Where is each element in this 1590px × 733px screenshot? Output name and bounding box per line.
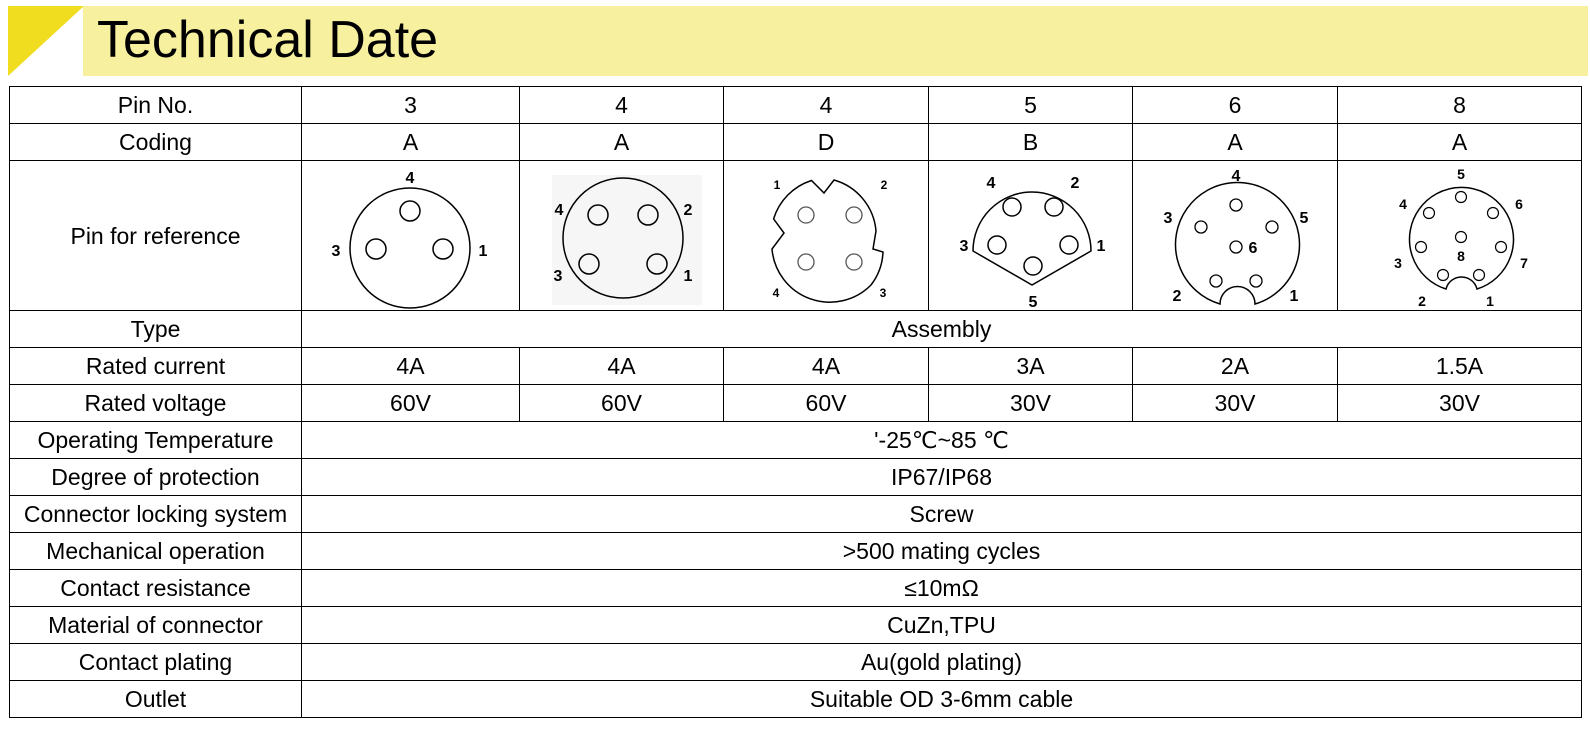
- cell-value: Suitable OD 3-6mm cable: [302, 681, 1582, 718]
- cell-value: 30V: [929, 385, 1133, 422]
- cell-value: 3A: [929, 348, 1133, 385]
- cell-value: 30V: [1338, 385, 1582, 422]
- row-pin-reference: [10, 161, 1582, 311]
- row-label: Contact plating: [10, 644, 302, 681]
- pin-label: 4: [986, 174, 995, 192]
- connector-8pin-diagram: [1345, 163, 1575, 309]
- pin-label: 8: [1456, 247, 1465, 264]
- pin-label: 5: [1028, 293, 1037, 309]
- cell-value: 8: [1338, 87, 1582, 124]
- cell-value: A: [302, 124, 520, 161]
- row-operating-temperature: [10, 422, 1582, 459]
- row-contact-plating: [10, 644, 1582, 681]
- row-label: Connector locking system: [10, 496, 302, 533]
- row-label: Rated current: [10, 348, 302, 385]
- pin-diagram-3a: [302, 161, 520, 311]
- pin-label: 2: [683, 201, 692, 219]
- cell-value: 60V: [520, 385, 724, 422]
- pin-label: 1: [478, 242, 487, 260]
- connector-6pin-diagram: [1135, 163, 1335, 309]
- connector-3pin-diagram: [311, 163, 511, 309]
- pin-label: 2: [1172, 287, 1182, 305]
- row-material-of-connector: [10, 607, 1582, 644]
- row-contact-resistance: [10, 570, 1582, 607]
- cell-value: '-25℃~85 ℃: [302, 422, 1582, 459]
- pin-label: 1: [1289, 287, 1299, 305]
- cell-value: 4A: [520, 348, 724, 385]
- pin-label: 6: [1514, 195, 1523, 212]
- cell-value: 2A: [1133, 348, 1338, 385]
- row-label: Pin for reference: [10, 161, 302, 311]
- technical-data-table: [9, 86, 1582, 718]
- row-label: Material of connector: [10, 607, 302, 644]
- row-label: Outlet: [10, 681, 302, 718]
- pin-label: 5: [1299, 209, 1309, 227]
- row-coding: [10, 124, 1582, 161]
- cell-value: 5: [929, 87, 1133, 124]
- row-rated-voltage: [10, 385, 1582, 422]
- pin-label: 1: [683, 267, 692, 285]
- cell-value: 4A: [302, 348, 520, 385]
- pin-label: 3: [331, 242, 340, 260]
- row-degree-of-protection: [10, 459, 1582, 496]
- pin-label: 1: [773, 177, 781, 192]
- row-outlet: [10, 681, 1582, 718]
- cell-value: 3: [302, 87, 520, 124]
- banner-accent-triangle: [8, 6, 84, 76]
- pin-label: 1: [1096, 237, 1105, 255]
- page-title: Technical Date: [97, 11, 439, 69]
- pin-label: 3: [879, 285, 887, 300]
- pin-label: 3: [1393, 254, 1402, 271]
- pin-label: 3: [1163, 209, 1173, 227]
- row-mechanical-operation: [10, 533, 1582, 570]
- row-label: Coding: [10, 124, 302, 161]
- pin-diagram-4a: [520, 161, 724, 311]
- cell-value: A: [1338, 124, 1582, 161]
- cell-value: >500 mating cycles: [302, 533, 1582, 570]
- row-connector-locking-system: [10, 496, 1582, 533]
- pin-diagram-6a: [1133, 161, 1338, 311]
- cell-value: 1.5A: [1338, 348, 1582, 385]
- row-label: Mechanical operation: [10, 533, 302, 570]
- cell-value: Assembly: [302, 311, 1582, 348]
- cell-value: 60V: [724, 385, 929, 422]
- cell-value: CuZn,TPU: [302, 607, 1582, 644]
- pin-diagram-8a: [1338, 161, 1582, 311]
- row-label: Operating Temperature: [10, 422, 302, 459]
- row-pin-no: [10, 87, 1582, 124]
- pin-label: 2: [1417, 292, 1426, 309]
- pin-label: 4: [405, 169, 414, 187]
- cell-value: ≤10mΩ: [302, 570, 1582, 607]
- pin-label: 4: [1231, 167, 1241, 185]
- connector-4pin-diagram: [522, 163, 722, 309]
- pin-label: 1: [1485, 292, 1494, 309]
- pin-label: 7: [1519, 254, 1528, 271]
- cell-value: 30V: [1133, 385, 1338, 422]
- cell-value: Au(gold plating): [302, 644, 1582, 681]
- cell-value: 4: [520, 87, 724, 124]
- row-label: Rated voltage: [10, 385, 302, 422]
- cell-value: IP67/IP68: [302, 459, 1582, 496]
- pin-diagram-4d: [724, 161, 929, 311]
- connector-4pin-d-coded-diagram: [726, 163, 926, 309]
- cell-value: 4: [724, 87, 929, 124]
- pin-label: 4: [1398, 195, 1407, 212]
- cell-value: Screw: [302, 496, 1582, 533]
- pin-label: 5: [1456, 165, 1465, 182]
- connector-5pin-diagram: [931, 163, 1131, 309]
- pin-label: 4: [772, 285, 780, 300]
- cell-value: D: [724, 124, 929, 161]
- row-rated-current: [10, 348, 1582, 385]
- row-label: Degree of protection: [10, 459, 302, 496]
- pin-label: 3: [959, 237, 968, 255]
- pin-label: 2: [1070, 174, 1079, 192]
- row-label: Pin No.: [10, 87, 302, 124]
- cell-value: 60V: [302, 385, 520, 422]
- pin-label: 6: [1248, 239, 1258, 257]
- pin-label: 2: [880, 177, 888, 192]
- pin-label: 3: [553, 267, 562, 285]
- cell-value: A: [1133, 124, 1338, 161]
- pin-label: 4: [554, 201, 563, 219]
- pin-diagram-5b: [929, 161, 1133, 311]
- row-label: Type: [10, 311, 302, 348]
- cell-value: B: [929, 124, 1133, 161]
- cell-value: 4A: [724, 348, 929, 385]
- row-type: [10, 311, 1582, 348]
- cell-value: A: [520, 124, 724, 161]
- header-banner: [0, 0, 1590, 80]
- cell-value: 6: [1133, 87, 1338, 124]
- row-label: Contact resistance: [10, 570, 302, 607]
